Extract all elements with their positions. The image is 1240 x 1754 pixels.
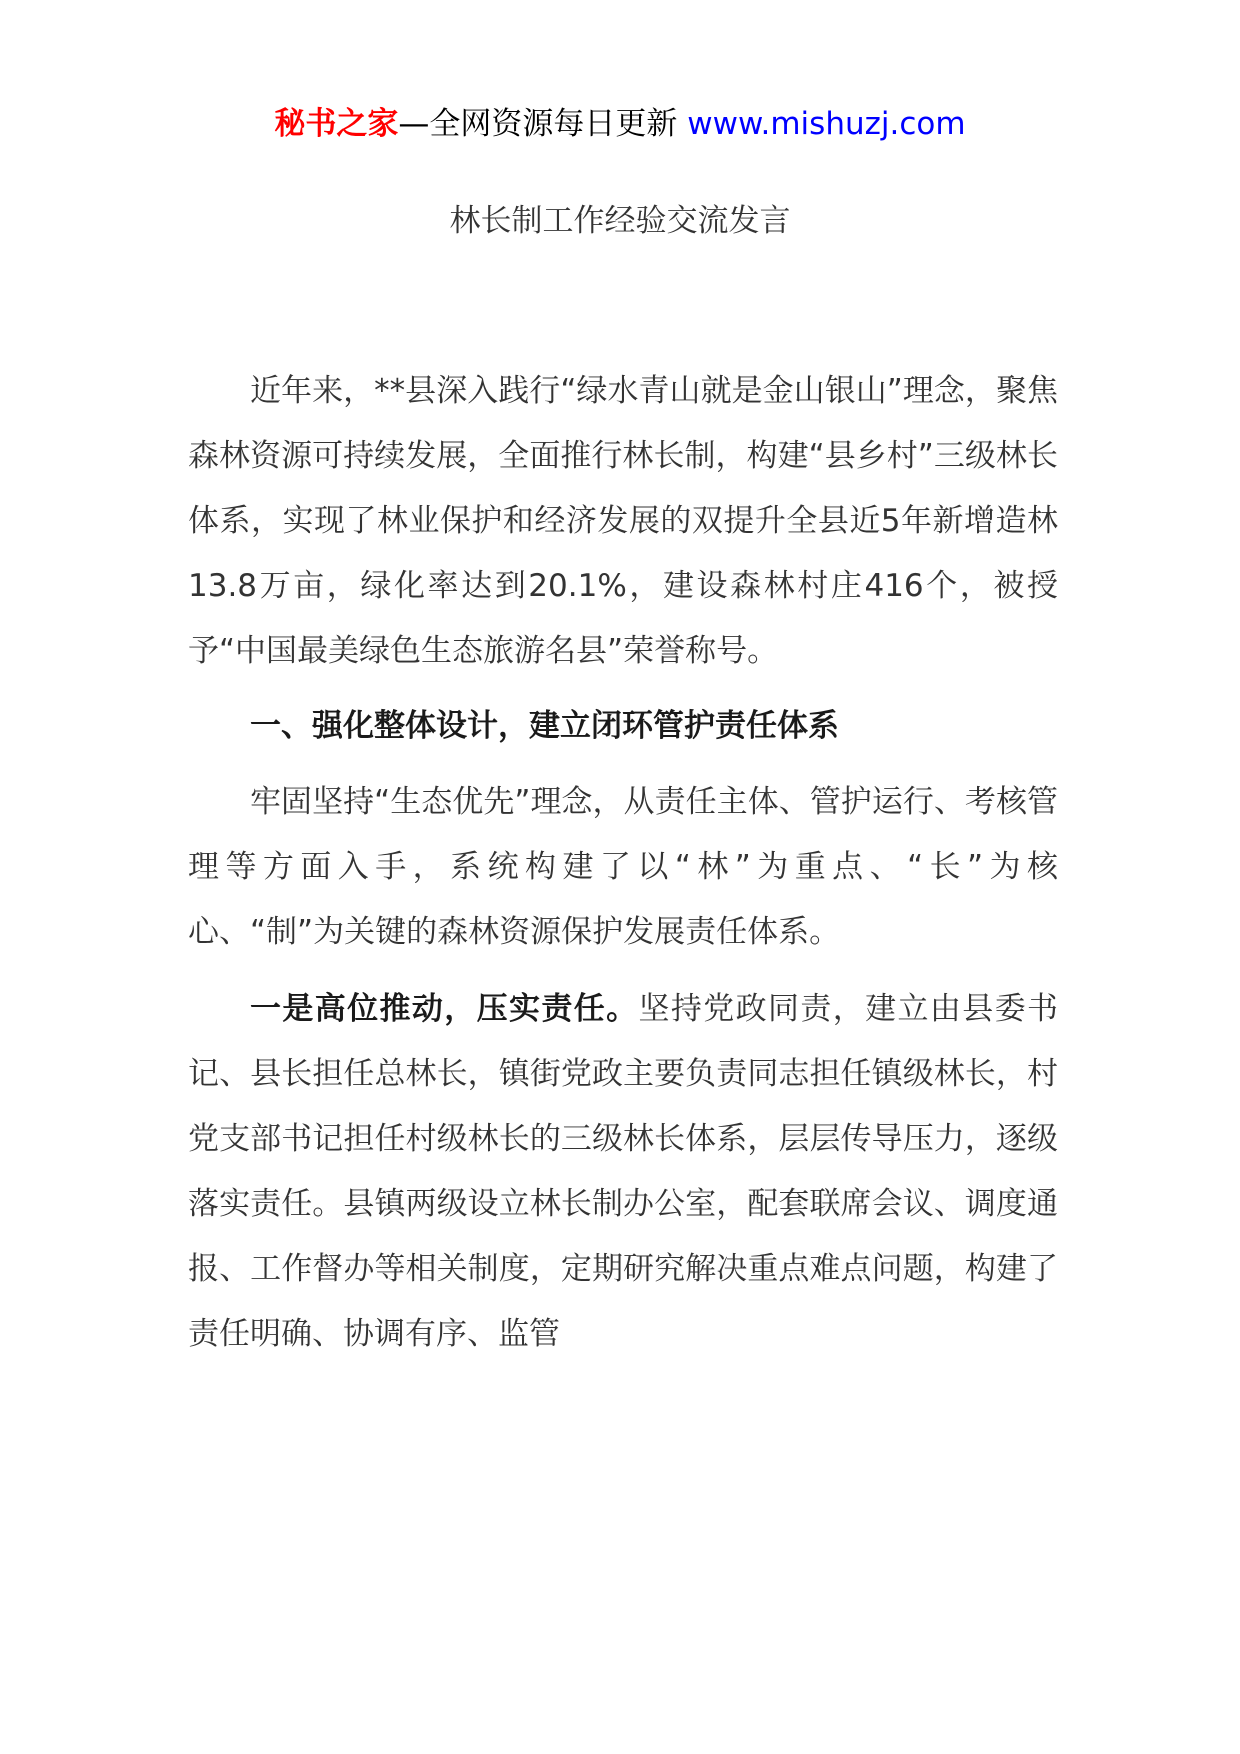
brand-name: 秘书之家 xyxy=(274,106,399,142)
point-lead: 一是高位推动，压实责任。 xyxy=(250,991,639,1027)
header-tagline: —全网资源每日更新 xyxy=(398,106,688,142)
document-title: 林长制工作经验交流发言 xyxy=(449,203,791,239)
intro-paragraph: 近年来，**县深入践行“绿水青山就是金山银山”理念，聚焦森林资源可持续发展，全面推行林长制，构建“县乡村”三级林长体系，实现了林业保护和经济发展的双提升全县近5年新增造林13.8万亩，绿化率达到20.1%，建设森林村庄416个，被授予“中国最美绿色生态旅游名县”荣誉称号。 xyxy=(188,373,1058,669)
section-heading: 一、强化整体设计，建立闭环管护责任体系 xyxy=(250,708,839,744)
site-header xyxy=(0,104,1240,144)
section-paragraph: 牢固坚持“生态优先”理念，从责任主体、管护运行、考核管理等方面入手，系统构建了以“林”为重点、“长”为核心、“制”为关键的森林资源保护发展责任体系。 xyxy=(188,784,1058,950)
document-body xyxy=(188,359,1058,1367)
site-url-link[interactable]: www.mishuzj.com xyxy=(687,106,966,142)
point-text: 坚持党政同责，建立由县委书记、县长担任总林长，镇街党政主要负责同志担任镇级林长，村党支部书记担任村级林长的三级林长体系，层层传导压力，逐级落实责任。县镇两级设立林长制办公室，配套联席会议、调度通报、工作督办等相关制度，定期研究解决重点难点问题，构建了责任明确、协调有序、监管 xyxy=(188,991,1058,1352)
point-paragraph xyxy=(188,977,1058,1367)
